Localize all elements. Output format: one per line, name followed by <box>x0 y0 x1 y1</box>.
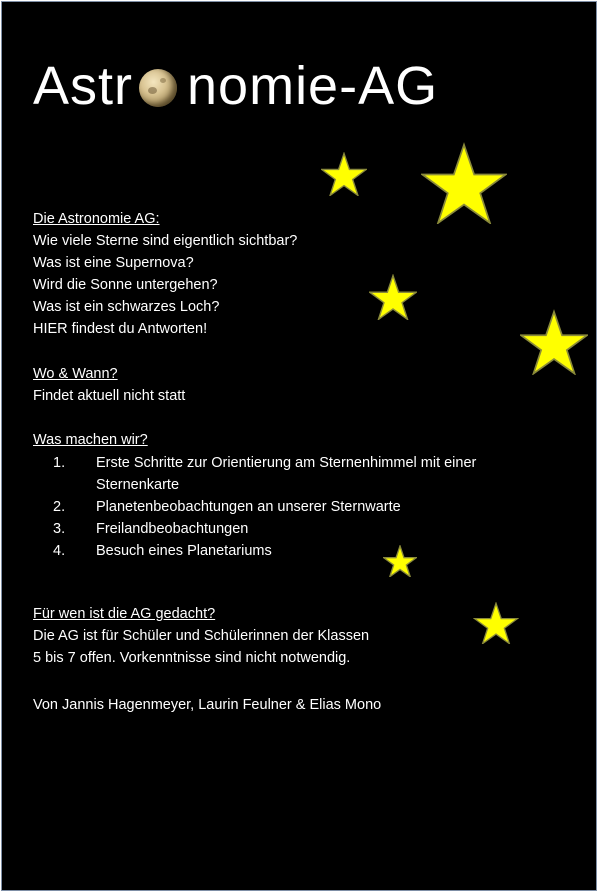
intro-line: Was ist ein schwarzes Loch? <box>33 299 220 315</box>
star-icon <box>520 309 588 375</box>
list-number: 2. <box>53 499 66 515</box>
list-number: 4. <box>53 543 66 559</box>
star-icon <box>421 142 507 224</box>
list-item <box>33 452 476 496</box>
list-item-text: Freilandbeobachtungen <box>96 521 249 537</box>
list-item-text-continued: Sternenkarte <box>96 477 180 493</box>
authors: Von Jannis Hagenmeyer, Laurin Feulner & Elias Mono <box>33 697 382 713</box>
where-text: Findet aktuell nicht statt <box>33 388 186 404</box>
list-item-text: Erste Schritte zur Orientierung am Sternenhimmel mit einer <box>96 455 477 471</box>
title-part-2: nomie-AG <box>187 56 439 116</box>
where-heading: Wo & Wann? <box>33 366 118 382</box>
moon-icon <box>139 69 177 107</box>
list-item-text: Besuch eines Planetariums <box>96 543 272 559</box>
list-item <box>33 496 476 518</box>
star-icon <box>321 152 367 196</box>
who-text: 5 bis 7 offen. Vorkenntnisse sind nicht notwendig. <box>33 650 351 666</box>
title-part-1: Astr <box>33 56 134 116</box>
poster-title <box>33 54 438 118</box>
who-heading: Für wen ist die AG gedacht? <box>33 606 216 622</box>
intro-line: HIER findest du Antworten! <box>33 321 208 337</box>
list-item-text: Planetenbeobachtungen an unserer Sternwarte <box>96 499 401 515</box>
star-icon <box>473 602 519 644</box>
list-item <box>33 540 476 562</box>
what-heading: Was machen wir? <box>33 432 148 448</box>
poster <box>1 1 597 891</box>
activity-list <box>33 452 476 562</box>
star-icon <box>369 274 417 320</box>
intro-line: Wie viele Sterne sind eigentlich sichtbar? <box>33 233 298 249</box>
intro-heading: Die Astronomie AG: <box>33 211 160 227</box>
list-number: 3. <box>53 521 66 537</box>
list-number: 1. <box>53 455 66 471</box>
intro-line: Was ist eine Supernova? <box>33 255 194 271</box>
intro-line: Wird die Sonne untergehen? <box>33 277 218 293</box>
list-item <box>33 518 476 540</box>
who-text: Die AG ist für Schüler und Schülerinnen der Klassen <box>33 628 370 644</box>
